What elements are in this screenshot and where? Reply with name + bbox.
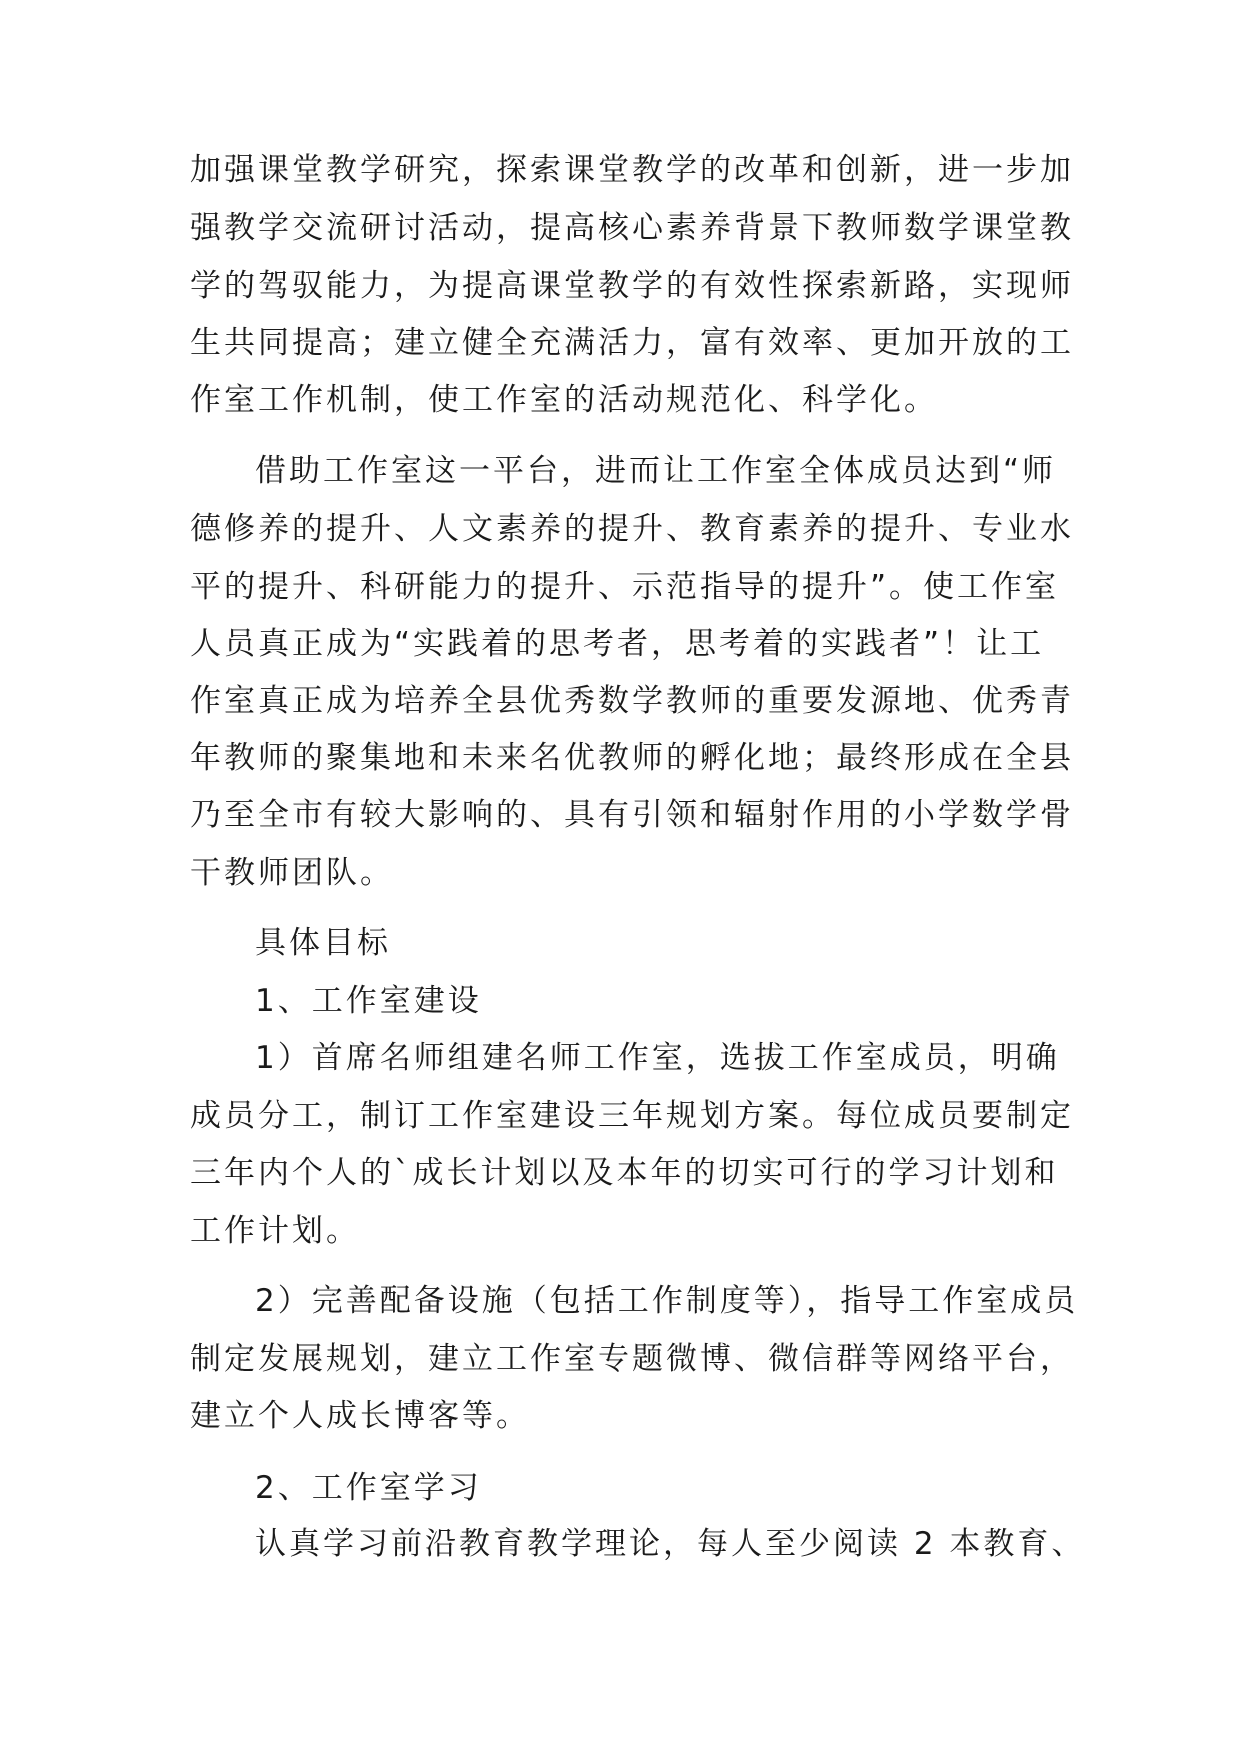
text-line: 人员真正成为“实践着的思考者，思考着的实践者”！让工: [190, 626, 1045, 662]
text-line: 平的提升、科研能力的提升、示范指导的提升”。使工作室: [190, 569, 1060, 605]
text-line: 乃至全市有较大影响的、具有引领和辐射作用的小学数学骨: [190, 797, 1074, 833]
text-line: 认真学习前沿教育教学理论，每人至少阅读 2 本教育、: [255, 1526, 1086, 1562]
section-heading: 2、工作室学习: [255, 1470, 482, 1506]
text-line: 学的驾驭能力，为提高课堂教学的有效性探索新路，实现师: [190, 268, 1074, 304]
text-line: 强教学交流研讨活动，提高核心素养背景下教师数学课堂教: [190, 210, 1074, 246]
text-line: 加强课堂教学研究，探索课堂教学的改革和创新，进一步加: [190, 152, 1074, 188]
text-line: 生共同提高；建立健全充满活力，富有效率、更加开放的工: [190, 325, 1074, 361]
text-line: 作室真正成为培养全县优秀数学教师的重要发源地、优秀青: [190, 683, 1074, 719]
text-line: 三年内个人的`成长计划以及本年的切实可行的学习计划和: [190, 1155, 1059, 1191]
text-line: 借助工作室这一平台，进而让工作室全体成员达到“师: [255, 453, 1057, 489]
text-line: 作室工作机制，使工作室的活动规范化、科学化。: [190, 382, 938, 418]
text-line: 建立个人成长博客等。: [190, 1398, 530, 1434]
section-heading: 具体目标: [255, 925, 391, 961]
text-line: 工作计划。: [190, 1213, 360, 1249]
text-line: 德修养的提升、人文素养的提升、教育素养的提升、专业水: [190, 511, 1074, 547]
text-line: 2）完善配备设施（包括工作制度等），指导工作室成员: [255, 1283, 1079, 1319]
text-line: 1）首席名师组建名师工作室，选拔工作室成员，明确: [255, 1040, 1060, 1076]
text-line: 年教师的聚集地和未来名优教师的孵化地；最终形成在全县: [190, 740, 1074, 776]
text-line: 制定发展规划，建立工作室专题微博、微信群等网络平台，: [190, 1341, 1074, 1377]
text-line: 干教师团队。: [190, 855, 394, 891]
section-heading: 1、工作室建设: [255, 983, 482, 1019]
text-line: 成员分工，制订工作室建设三年规划方案。每位成员要制定: [190, 1098, 1074, 1134]
